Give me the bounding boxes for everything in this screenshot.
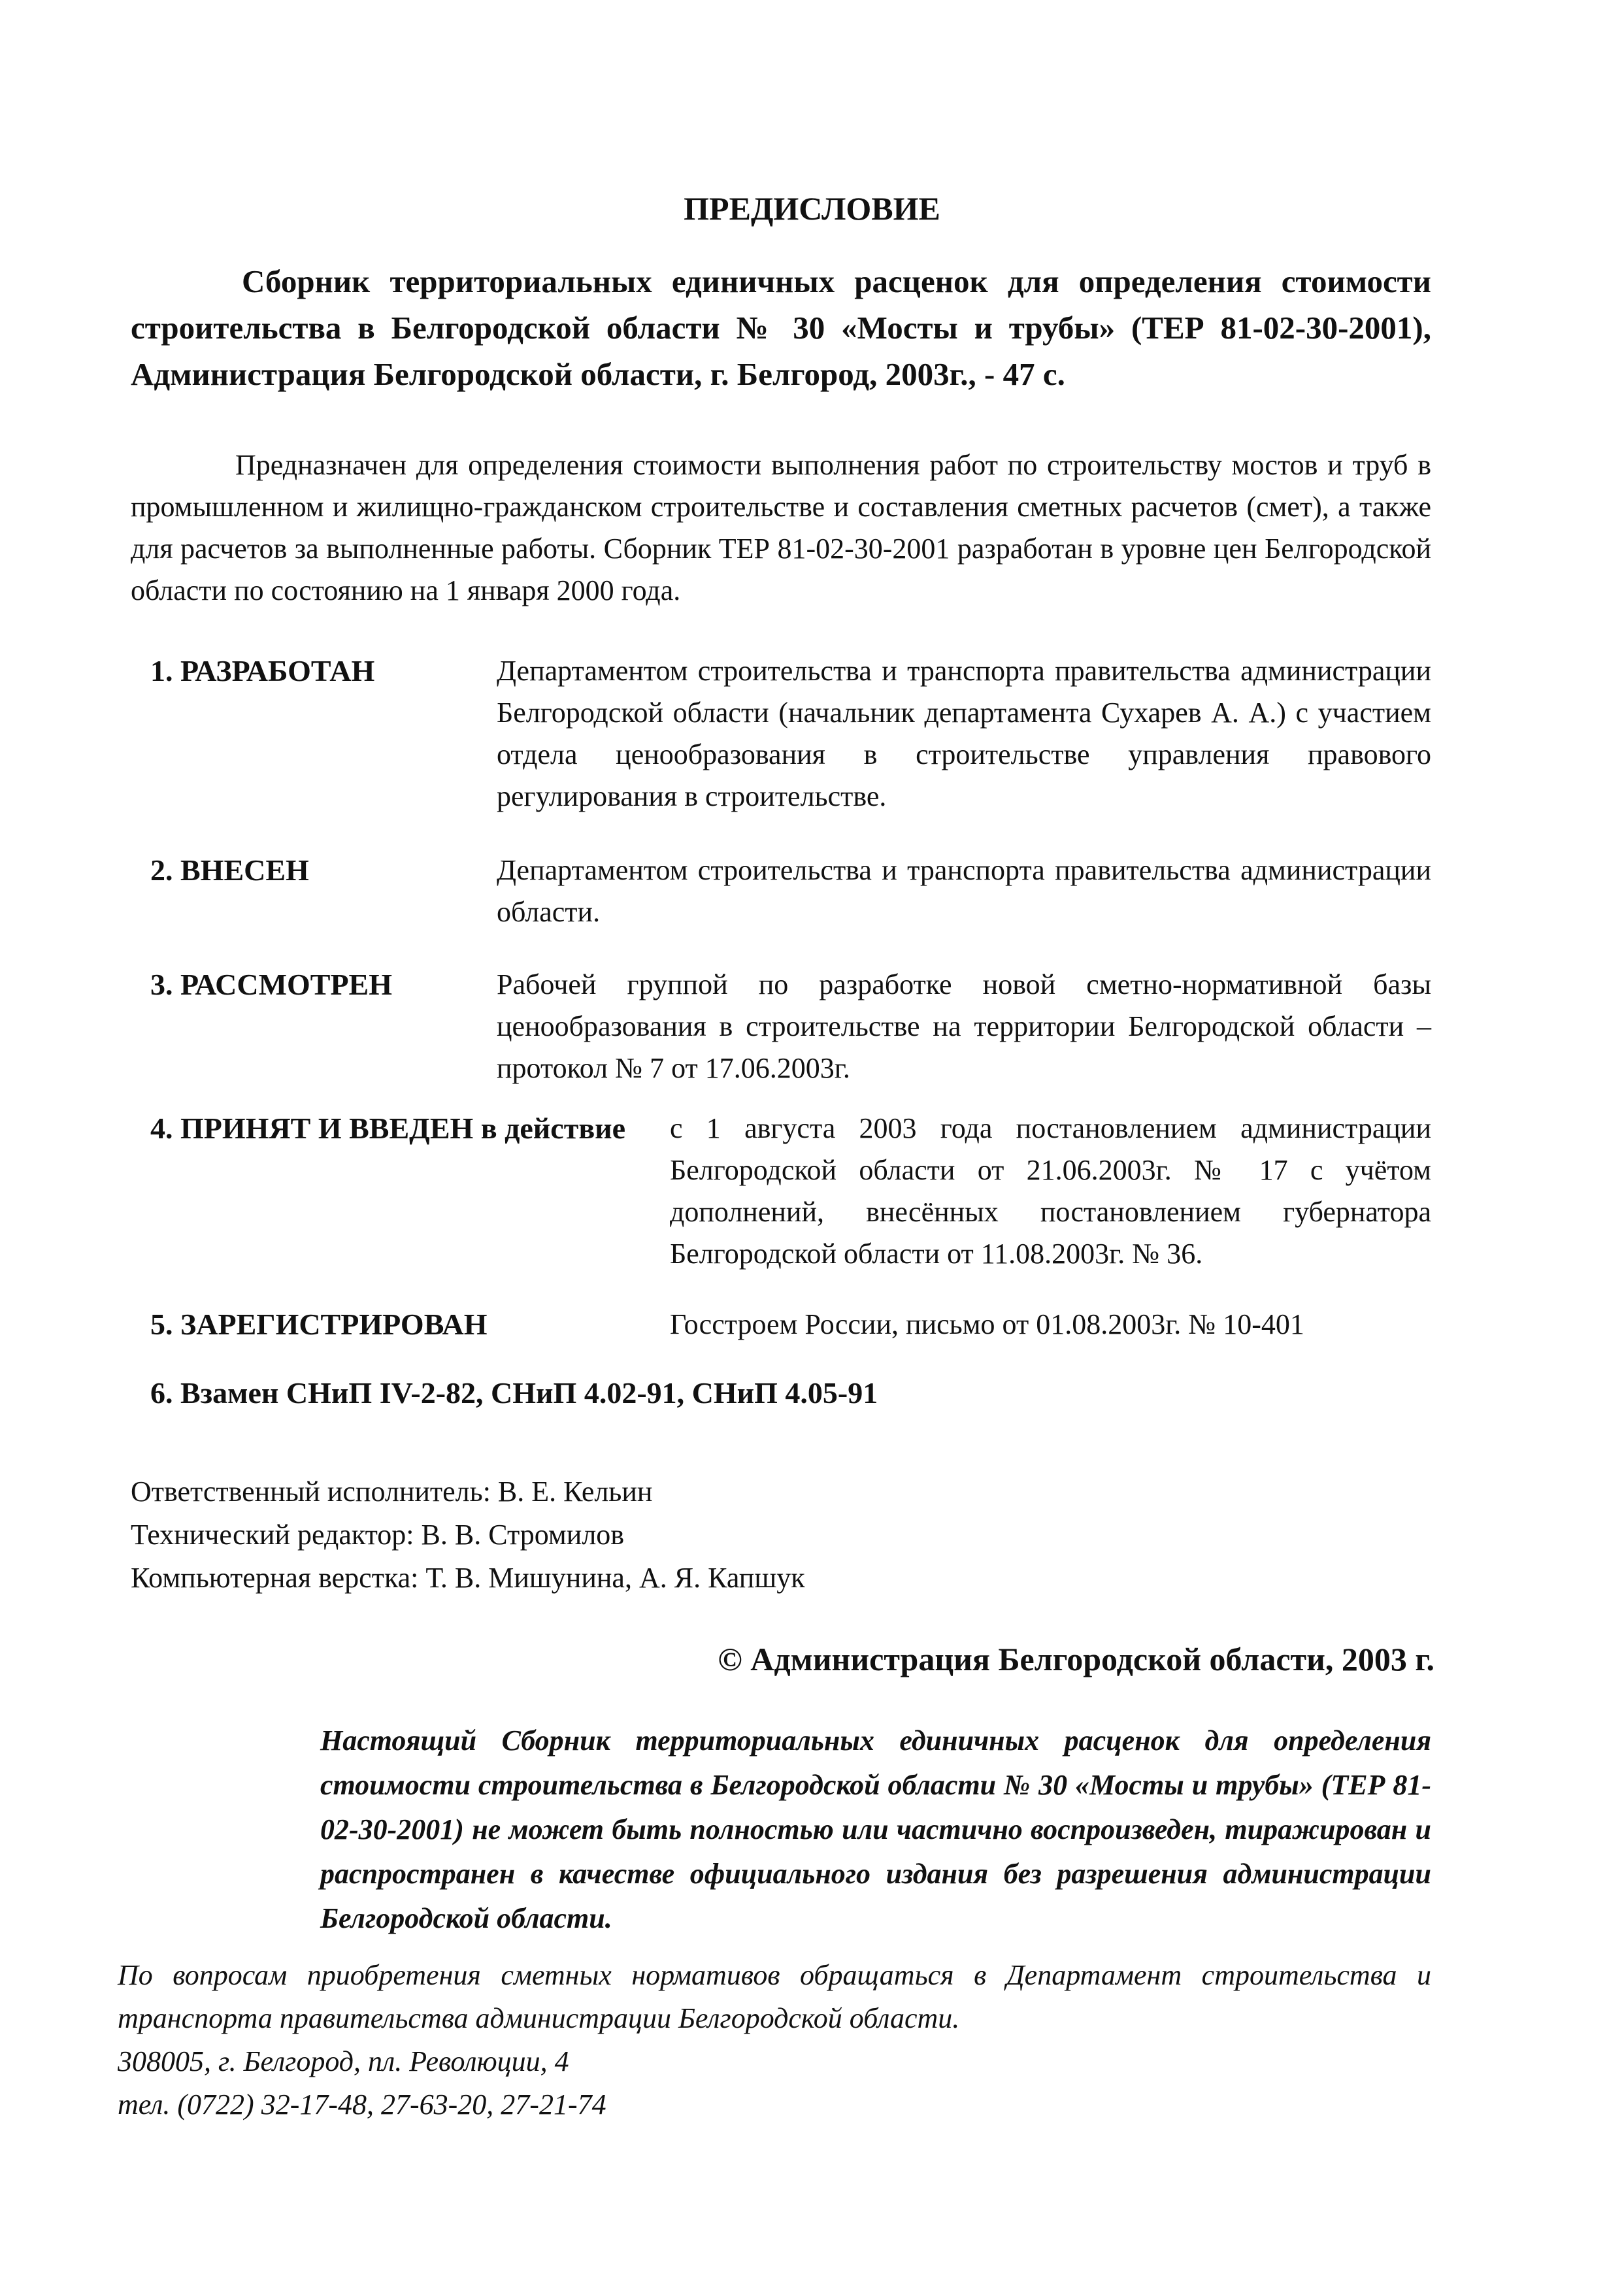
credit-line: Технический редактор: В. В. Стромилов bbox=[131, 1519, 625, 1551]
credit-line: Ответственный исполнитель: В. Е. Кельин bbox=[131, 1476, 653, 1508]
item-6-label: 6. Взамен СНиП IV-2-82, СНиП 4.02-91, СНиП 4.05-91 bbox=[150, 1376, 878, 1410]
copyright-notice: © Администрация Белгородской области, 2003 г. bbox=[718, 1641, 1434, 1677]
purpose-paragraph: Предназначен для определения стоимости выполнения работ по строительству мостов и труб в промышленном и жилищно-гражданском строительстве и составления сметных расчетов (смет), а также для расчетов за выполненные работы. Сборник ТЕР 81-02-30-2001 разработан в уровне цен Белгородской области по состоянию на 1 января 2000 года. bbox=[131, 449, 1431, 606]
collection-citation: Сборник территориальных единичных расценок для определения стоимости строительства в Белгородской области № 30 «Мосты и трубы» (ТЕР 81-02-30-2001), Администрация Белгородской области, г. Белгород, 2003г., - 47 с. bbox=[131, 263, 1431, 392]
contacts-block bbox=[118, 1954, 1431, 2126]
item-5-label: 5. ЗАРЕГИСТРИРОВАН bbox=[150, 1308, 488, 1341]
reproduction-notice: Настоящий Сборник территориальных единичных расценок для определения стоимости строительства в Белгородской области № 30 «Мосты и трубы» (ТЕР 81-02-30-2001) не может быть полностью или частично воспроизведен, тиражирован и распространен в качестве официального издания без разрешения администрации Белгородской области. bbox=[320, 1724, 1431, 1934]
item-5-text: Госстроем России, письмо от 01.08.2003г. № 10-401 bbox=[670, 1308, 1304, 1340]
item-3-text: Рабочей группой по разработке новой сметно-нормативной базы ценообразования в строительстве на территории Белгородской области – протокол № 7 от 17.06.2003г. bbox=[497, 968, 1431, 1084]
page-title: ПРЕДИСЛОВИЕ bbox=[684, 190, 940, 227]
item-2-label: 2. ВНЕСЕН bbox=[150, 853, 309, 887]
contacts-phone: тел. (0722) 32-17-48, 27-63-20, 27-21-74 bbox=[118, 2088, 606, 2120]
item-2-text: Департаментом строительства и транспорта правительства администрации области. bbox=[497, 854, 1431, 928]
credit-line: Компьютерная верстка: Т. В. Мишунина, А. Я. Капшук bbox=[131, 1562, 805, 1594]
item-1-text: Департаментом строительства и транспорта правительства администрации Белгородской области (начальник департамента Сухарев А. А.) с участием отдела ценообразования в строительстве управления правового регулирования в строительстве. bbox=[497, 655, 1431, 812]
item-4-text: с 1 августа 2003 года постановлением администрации Белгородской области от 21.06.2003г. № 17 с учётом дополнений, внесённых постановлением губернатора Белгородской области от 11.08.2003г. № 36. bbox=[670, 1112, 1431, 1270]
item-3-label: 3. РАССМОТРЕН bbox=[150, 968, 393, 1001]
credits-block bbox=[131, 1470, 805, 1600]
item-4-label: 4. ПРИНЯТ И ВВЕДЕН в действие bbox=[150, 1112, 626, 1145]
contacts-intro: По вопросам приобретения сметных нормативов обращаться в Департамент строительства и транспорта правительства администрации Белгородской области. bbox=[118, 1959, 1431, 2034]
item-1-label: 1. РАЗРАБОТАН bbox=[150, 654, 375, 687]
contacts-address: 308005, г. Белгород, пл. Революции, 4 bbox=[118, 2045, 569, 2077]
